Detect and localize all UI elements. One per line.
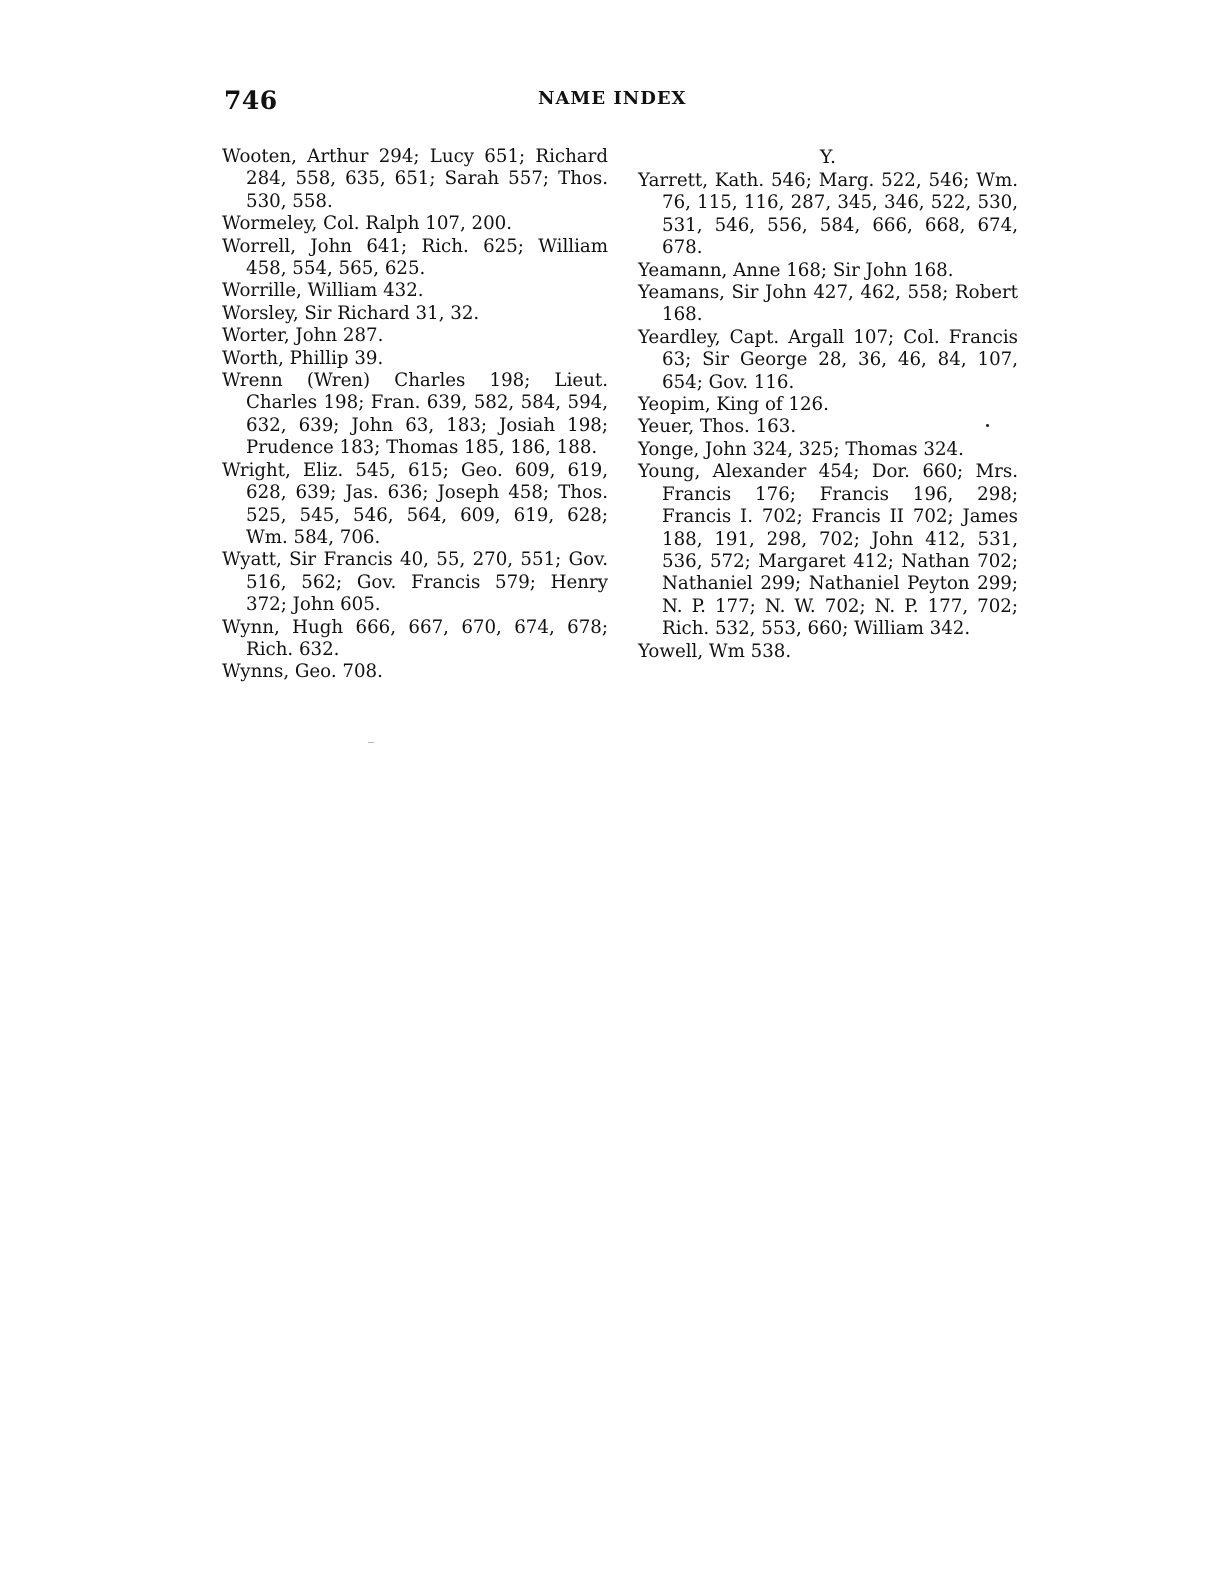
index-entry: Wooten, Arthur 294; Lucy 651; Richard 284, 558, 635, 651; Sarah 557; Thos. 530, 558.: [222, 146, 608, 212]
index-entry: Yeamann, Anne 168; Sir John 168.: [638, 259, 954, 281]
index-entry: Worrille, William 432.: [222, 280, 424, 302]
index-right-column: [638, 146, 1018, 663]
index-entry: Worth, Phillip 39.: [222, 347, 384, 369]
index-entry: Wyatt, Sir Francis 40, 55, 270, 551; Gov. 516, 562; Gov. Francis 579; Henry 372; John 605.: [222, 549, 608, 616]
index-entry: Yeuer, Thos. 163.: [638, 416, 797, 438]
index-entry: Yonge, John 324, 325; Thomas 324.: [638, 438, 964, 460]
section-letter-heading: Y.: [819, 146, 837, 168]
index-entry: Yeamans, Sir John 427, 462, 558; Robert 168.: [638, 282, 1018, 326]
index-entry: Wrenn (Wren) Charles 198; Lieut. Charles 198; Fran. 639, 582, 584, 594, 632, 639; John 63, 183; Josiah 198; Prudence 183; Thomas 185, 186, 188.: [222, 370, 608, 459]
running-title: NAME INDEX: [538, 88, 687, 109]
print-speck: [986, 424, 989, 427]
index-left-column: [222, 146, 608, 684]
index-entry: Yowell, Wm 538.: [638, 640, 792, 662]
index-entry: Yeardley, Capt. Argall 107; Col. Francis 63; Sir George 28, 36, 46, 84, 107, 654; Gov. 116.: [638, 326, 1018, 393]
print-speck: [368, 742, 374, 743]
index-entry: Yarrett, Kath. 546; Marg. 522, 546; Wm. 76, 115, 116, 287, 345, 346, 522, 530, 531, 546, 556, 584, 666, 668, 674, 678.: [638, 170, 1018, 259]
index-entry: Worsley, Sir Richard 31, 32.: [222, 302, 480, 324]
index-entry: Worrell, John 641; Rich. 625; William 458, 554, 565, 625.: [222, 235, 608, 280]
index-entry: Wynn, Hugh 666, 667, 670, 674, 678; Rich. 632.: [222, 616, 608, 660]
index-entry: Wright, Eliz. 545, 615; Geo. 609, 619, 628, 639; Jas. 636; Joseph 458; Thos. 525, 545, 546, 564, 609, 619, 628; Wm. 584, 706.: [222, 459, 608, 548]
index-entry: Wormeley, Col. Ralph 107, 200.: [222, 213, 513, 235]
page-number: 746: [224, 86, 278, 115]
index-entry: Young, Alexander 454; Dor. 660; Mrs. Francis 176; Francis 196, 298; Francis I. 702; Francis II 702; James 188, 191, 298, 702; John 412, 531, 536, 572; Margaret 412; Nathan 702; Nathaniel 299; Nathaniel Peyton 299; N. P. 177; N. W. 702; N. P. 177, 702; Rich. 532, 553, 660; William 342.: [638, 461, 1018, 640]
index-entry: Wynns, Geo. 708.: [222, 661, 383, 683]
index-entry: Worter, John 287.: [222, 325, 384, 347]
index-entry: Yeopim, King of 126.: [638, 394, 829, 416]
